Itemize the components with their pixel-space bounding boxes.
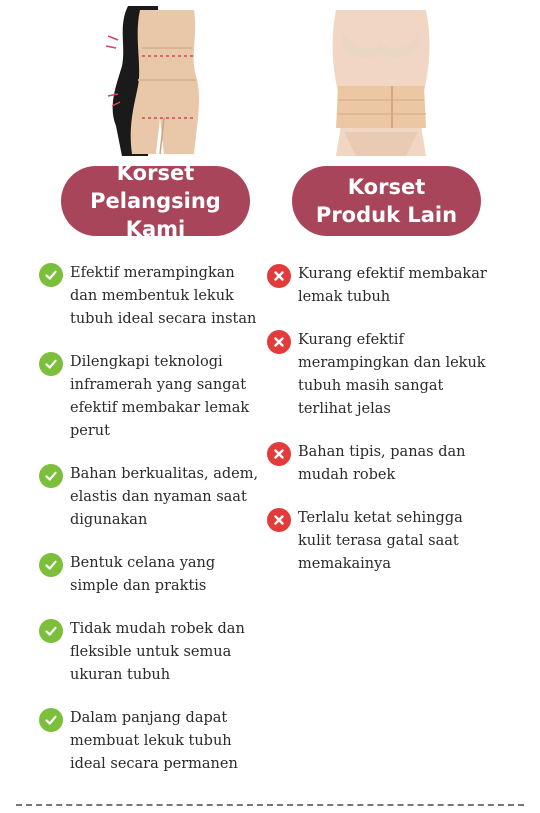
drawback-text: Terlalu ketat sehingga kulit terasa gatal saat memakainya: [298, 510, 463, 572]
title-line-2: Pelangsing Kami: [90, 189, 221, 241]
drawbacks-list: [267, 263, 497, 576]
benefit-item: [39, 707, 261, 776]
cross-icon: [267, 508, 291, 532]
benefit-text: Efektif merampingkan dan membentuk lekuk tubuh ideal secara instan: [70, 265, 257, 327]
cross-icon: [267, 442, 291, 466]
benefit-item: [39, 618, 261, 687]
check-icon: [39, 619, 63, 643]
benefit-text: Dalam panjang dapat membuat lekuk tubuh ideal secara permanen: [70, 710, 238, 772]
drawback-item: [267, 263, 497, 309]
benefit-item: [39, 463, 261, 532]
cross-icon: [267, 330, 291, 354]
title-line-1: Korset: [347, 175, 426, 199]
benefit-text: Tidak mudah robek dan fleksible untuk semua ukuran tubuh: [70, 621, 245, 683]
benefit-text: Bentuk celana yang simple dan praktis: [70, 555, 216, 594]
check-icon: [39, 263, 63, 287]
check-icon: [39, 352, 63, 376]
check-icon: [39, 553, 63, 577]
drawback-item: [267, 329, 497, 421]
benefit-text: Dilengkapi teknologi inframerah yang sangat efektif membakar lemak perut: [70, 354, 250, 439]
title-line-1: Korset: [116, 161, 195, 185]
drawback-text: Kurang efektif merampingkan dan lekuk tubuh masih sangat terlihat jelas: [298, 332, 486, 417]
benefit-item: [39, 351, 261, 443]
benefit-item: [39, 552, 261, 598]
benefits-list: [39, 262, 261, 776]
dashed-divider: [16, 804, 524, 806]
drawback-item: [267, 507, 497, 576]
drawback-text: Kurang efektif membakar lemak tubuh: [298, 266, 487, 305]
drawback-item: [267, 441, 497, 487]
benefit-item: [39, 262, 261, 331]
benefit-text: Bahan berkualitas, adem, elastis dan nyaman saat digunakan: [70, 466, 259, 528]
other-product-title-badge: [292, 166, 481, 236]
our-product-title-badge: [61, 161, 250, 241]
slimming-corset-image: [98, 6, 204, 156]
other-corset-image: [322, 10, 440, 156]
check-icon: [39, 464, 63, 488]
title-line-2: Produk Lain: [315, 203, 458, 227]
drawback-text: Bahan tipis, panas dan mudah robek: [298, 444, 466, 483]
check-icon: [39, 708, 63, 732]
cross-icon: [267, 264, 291, 288]
